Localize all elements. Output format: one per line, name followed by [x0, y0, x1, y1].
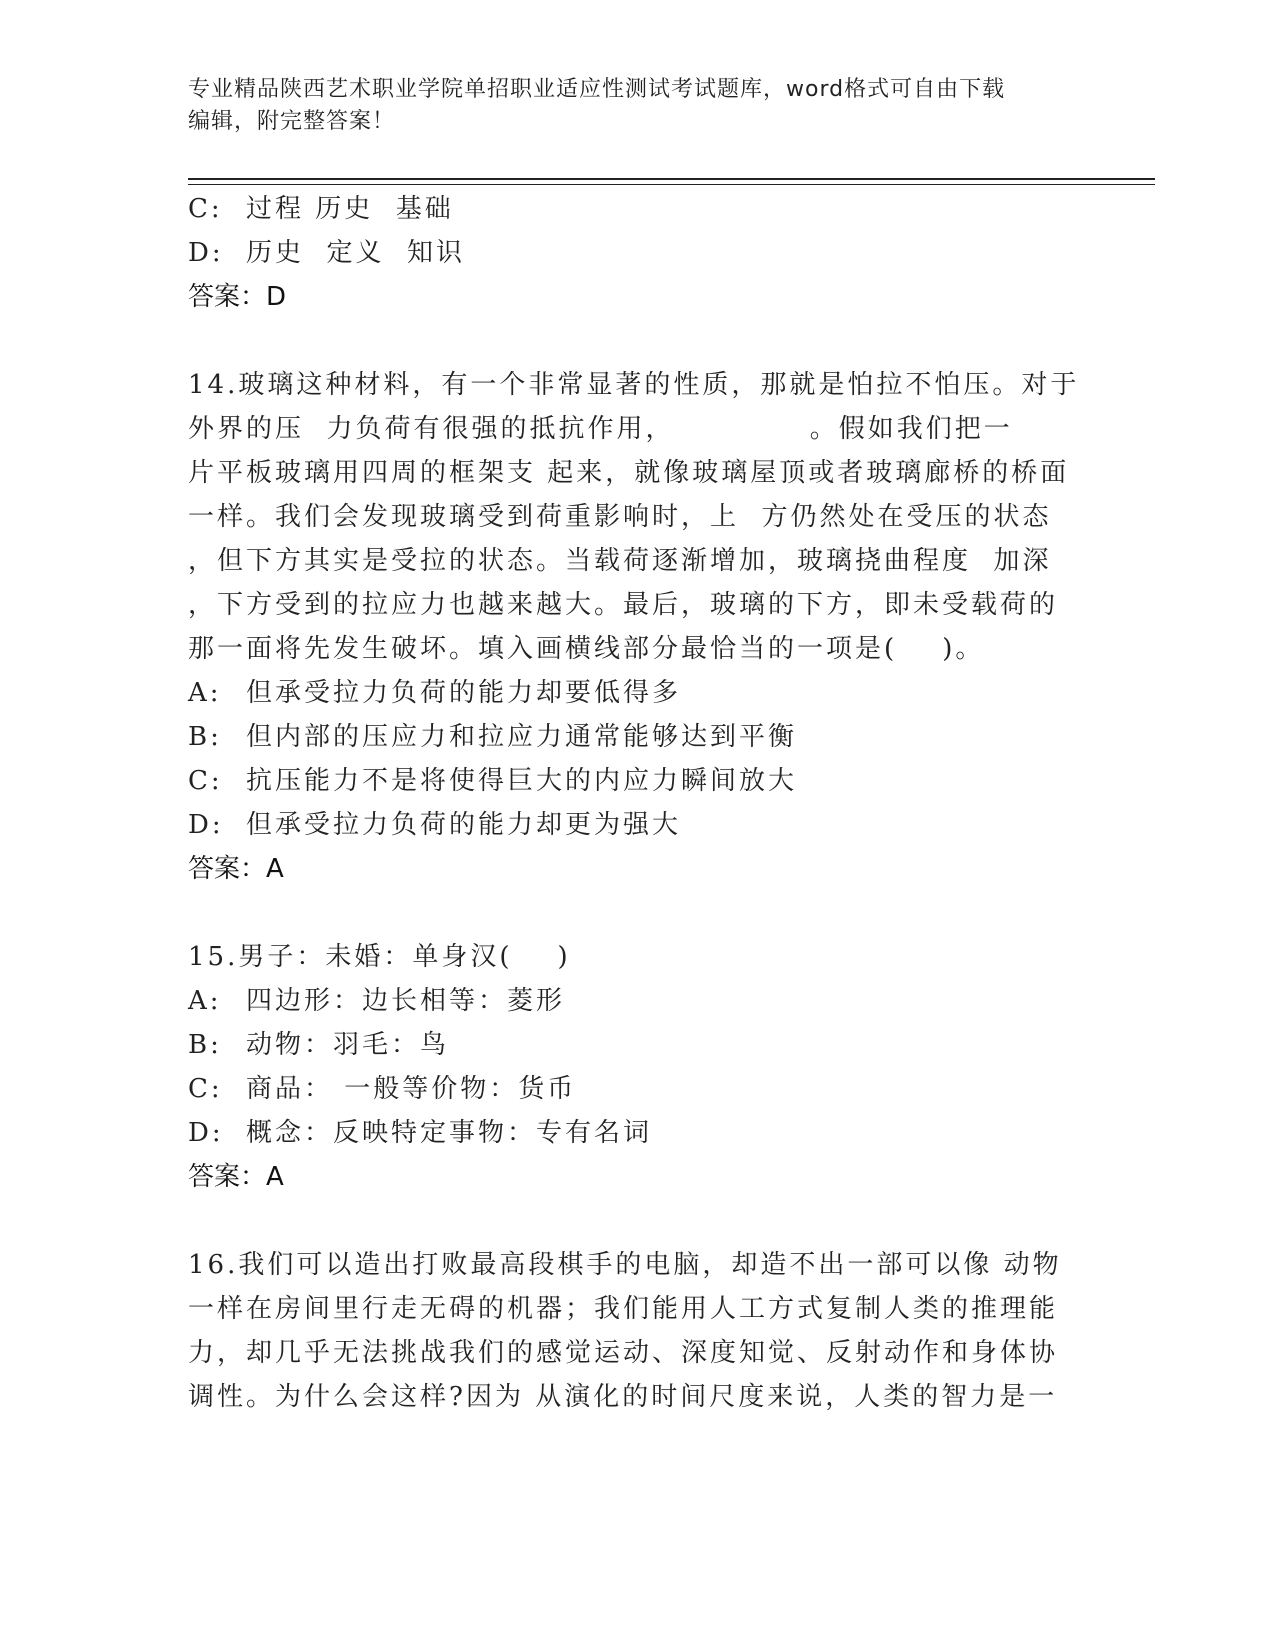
question-text-line: 一样。我们会发现玻璃受到荷重影响时，上 方仍然处在受压的状态 — [188, 502, 1052, 532]
option-b: B: 动物：羽毛：鸟 — [188, 1030, 450, 1060]
question-text-line: ，但下方其实是受拉的状态。当载荷逐渐增加，玻璃挠曲程度 加深 — [188, 546, 1052, 576]
answer-line: 答案：A — [188, 854, 284, 884]
question-text-line: 片平板玻璃用四周的框架支 起来，就像玻璃屋顶或者玻璃廊桥的桥面 — [188, 458, 1070, 488]
option-d: D: 但承受拉力负荷的能力却更为强大 — [188, 810, 682, 840]
option-a: A: 四边形：边长相等：菱形 — [188, 986, 566, 1016]
header-rule-thick — [188, 178, 1155, 180]
option-c: C: 抗压能力不是将使得巨大的内应力瞬间放大 — [188, 766, 798, 796]
option-c: C: 过程 历史 基础 — [188, 194, 454, 224]
question-text-line: 15.男子：未婚：单身汉( ) — [188, 942, 571, 972]
option-a: A: 但承受拉力负荷的能力却要低得多 — [188, 678, 682, 708]
answer-line: 答案：A — [188, 1162, 284, 1192]
header-line-1: 专业精品陕西艺术职业学院单招职业适应性测试考试题库，word格式可自由下载 — [188, 77, 1006, 102]
question-text-line: 力，却几乎无法挑战我们的感觉运动、深度知觉、反射动作和身体协 — [188, 1338, 1059, 1368]
question-text-line: 一样在房间里行走无碍的机器；我们能用人工方式复制人类的推理能 — [188, 1294, 1059, 1324]
question-text-line: ，下方受到的拉应力也越来越大。最后，玻璃的下方，即未受载荷的 — [188, 590, 1059, 620]
question-text-line: 那一面将先发生破坏。填入画横线部分最恰当的一项是( )。 — [188, 634, 985, 664]
option-b: B: 但内部的压应力和拉应力通常能够达到平衡 — [188, 722, 798, 752]
question-text-line: 调性。为什么会这样?因为 从演化的时间尺度来说，人类的智力是一 — [188, 1382, 1058, 1412]
page-header — [188, 74, 1088, 138]
header-line-2: 编辑，附完整答案！ — [188, 109, 396, 134]
answer-line: 答案：D — [188, 282, 287, 312]
header-rule-thin — [188, 184, 1155, 185]
question-text-line: 16.我们可以造出打败最高段棋手的电脑，却造不出一部可以像 动物 — [188, 1250, 1062, 1280]
question-text-line: 外界的压 力负荷有很强的抵抗作用， 。假如我们把一 — [188, 414, 1013, 444]
question-text-line: 14.玻璃这种材料，有一个非常显著的性质，那就是怕拉不怕压。对于 — [188, 370, 1080, 400]
option-c: C: 商品： 一般等价物：货币 — [188, 1074, 577, 1104]
option-d: D: 概念：反映特定事物：专有名词 — [188, 1118, 653, 1148]
option-d: D: 历史 定义 知识 — [188, 238, 466, 268]
